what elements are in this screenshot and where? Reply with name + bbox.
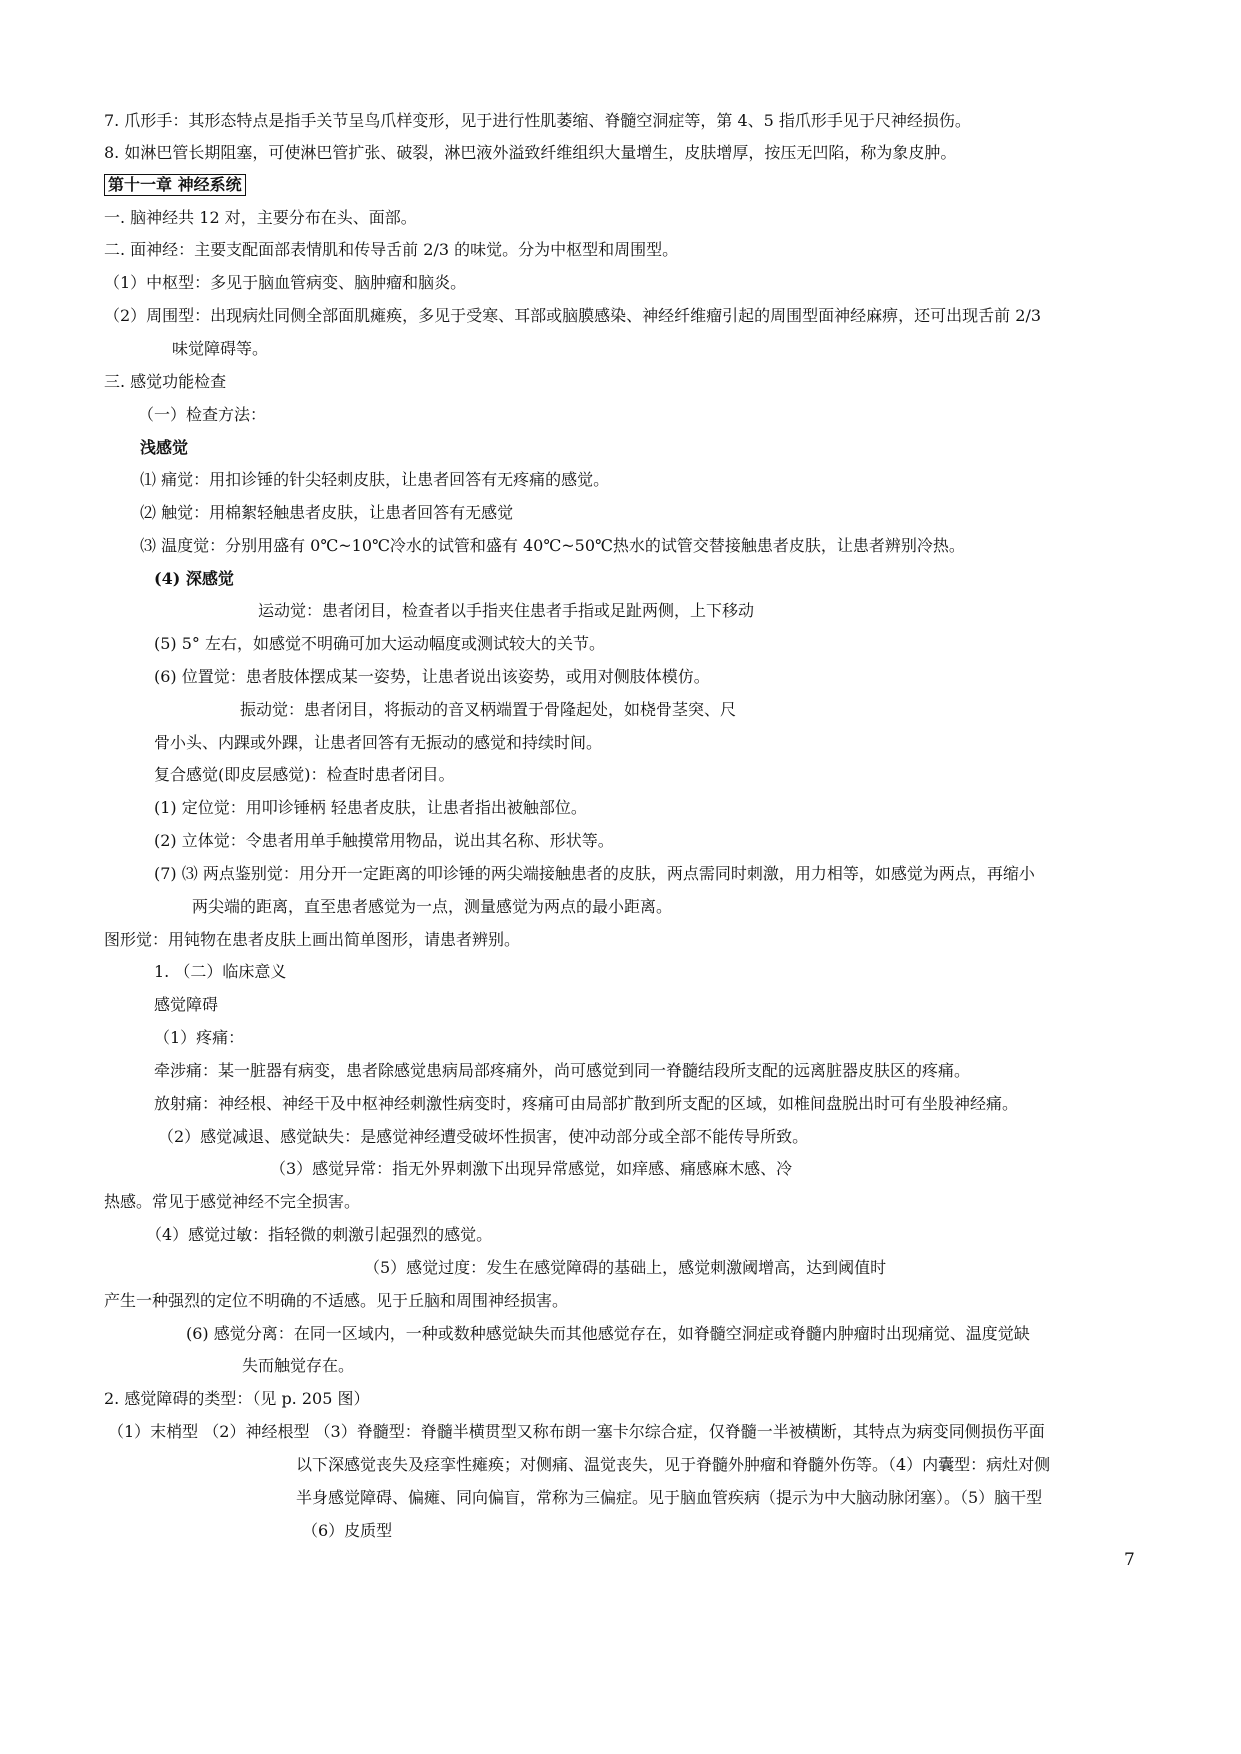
text-line: 8. 如淋巴管长期阻塞，可使淋巴管扩张、破裂，淋巴液外溢致纤维组织大量增生，皮肤增厚，按压无凹陷，称为象皮肿。 <box>104 143 957 162</box>
text-line: (6) 位置觉：患者肢体摆成某一姿势，让患者说出该姿势，或用对侧肢体模仿。 <box>154 667 710 686</box>
text-line: （2）感觉减退、感觉缺失：是感觉神经遭受破坏性损害，使冲动部分或全部不能传导所致。 <box>158 1127 809 1146</box>
text-line: 以下深感觉丧失及痉挛性瘫痪；对侧痛、温觉丧失，见于脊髓外肿瘤和脊髓外伤等。（4）内囊型：病灶对侧 <box>296 1455 1051 1474</box>
text-line: 放射痛：神经根、神经干及中枢神经刺激性病变时，疼痛可由局部扩散到所支配的区域，如椎间盘脱出时可有坐股神经痛。 <box>154 1094 1019 1113</box>
text-line: （4）感觉过敏：指轻微的刺激引起强烈的感觉。 <box>146 1225 493 1244</box>
chapter-title: 第十一章 神经系统 <box>104 174 246 196</box>
text-line: (5) 5° 左右，如感觉不明确可加大运动幅度或测试较大的关节。 <box>154 634 606 653</box>
subsection-heading: 感觉障碍 <box>154 995 219 1014</box>
text-line: 骨小头、内踝或外踝，让患者回答有无振动的感觉和持续时间。 <box>154 733 603 752</box>
text-line: 失而触觉存在。 <box>242 1356 355 1375</box>
subsection-heading: 2. 感觉障碍的类型：（见 p. 205 图） <box>104 1389 370 1408</box>
text-line: 一. 脑神经共 12 对，主要分布在头、面部。 <box>104 208 417 227</box>
text-line: (2) 立体觉：令患者用单手触摸常用物品，说出其名称、形状等。 <box>154 831 614 850</box>
text-line: 半身感觉障碍、偏瘫、同向偏盲，常称为三偏症。见于脑血管疾病（提示为中大脑动脉闭塞）。（5）脑干型 <box>296 1488 1043 1507</box>
text-line: ⑶ 温度觉：分别用盛有 0℃~10℃冷水的试管和盛有 40℃~50℃热水的试管交替接触患者皮肤，让患者辨别冷热。 <box>140 536 965 555</box>
page-number: 7 <box>1124 1550 1135 1570</box>
text-line: （2）周围型：出现病灶同侧全部面肌瘫痪，多见于受寒、耳部或脑膜感染、神经纤维瘤引起的周围型面神经麻痹，还可出现舌前 2/3 <box>104 306 1042 325</box>
text-line: 7. 爪形手：其形态特点是指手关节呈鸟爪样变形，见于进行性肌萎缩、脊髓空洞症等，第 4、5 指爪形手见于尺神经损伤。 <box>104 111 971 130</box>
subsection-heading: (4) 深感觉 <box>154 569 234 588</box>
text-line: （3）感觉异常：指无外界刺激下出现异常感觉，如痒感、痛感麻木感、冷 <box>270 1159 793 1178</box>
text-line: （5）感觉过度：发生在感觉障碍的基础上，感觉刺激阈增高，达到阈值时 <box>364 1258 887 1277</box>
text-line: 热感。常见于感觉神经不完全损害。 <box>104 1192 361 1211</box>
text-line: （6）皮质型 <box>302 1521 393 1540</box>
subsection-heading: 1. （二）临床意义 <box>154 962 287 981</box>
text-line: 味觉障碍等。 <box>172 339 269 358</box>
text-line: 图形觉：用钝物在患者皮肤上画出简单图形，请患者辨别。 <box>104 930 521 949</box>
text-line: ⑴ 痛觉：用扣诊锤的针尖轻刺皮肤，让患者回答有无疼痛的感觉。 <box>140 470 610 489</box>
text-line: (6) 感觉分离：在同一区域内，一种或数种感觉缺失而其他感觉存在，如脊髓空洞症或脊髓内肿瘤时出现痛觉、温度觉缺 <box>186 1324 1030 1343</box>
text-line: (1) 定位觉：用叩诊锤柄 轻患者皮肤，让患者指出被触部位。 <box>154 798 587 817</box>
text-line: 二. 面神经：主要支配面部表情肌和传导舌前 2/3 的味觉。分为中枢型和周围型。 <box>104 240 679 259</box>
text-line: 复合感觉(即皮层感觉)：检查时患者闭目。 <box>154 765 455 784</box>
section-heading: 三. 感觉功能检查 <box>104 372 227 391</box>
text-line: （1）中枢型：多见于脑血管病变、脑肿瘤和脑炎。 <box>104 273 467 292</box>
text-line: (7) ⑶ 两点鉴别觉：用分开一定距离的叩诊锤的两尖端接触患者的皮肤，两点需同时刺激，用力相等，如感觉为两点，再缩小 <box>154 864 1035 883</box>
text-line: 运动觉：患者闭目，检查者以手指夹住患者手指或足趾两侧，上下移动 <box>258 601 755 620</box>
text-line: ⑵ 触觉：用棉絮轻触患者皮肤，让患者回答有无感觉 <box>140 503 514 522</box>
subsection-heading: 浅感觉 <box>140 438 189 457</box>
text-line: （1）疼痛： <box>154 1028 245 1047</box>
subsection-heading: （一）检查方法： <box>138 405 267 424</box>
text-line: 牵涉痛：某一脏器有病变，患者除感觉患病局部疼痛外，尚可感觉到同一脊髓结段所支配的远离脏器皮肤区的疼痛。 <box>154 1061 971 1080</box>
text-line: 产生一种强烈的定位不明确的不适感。见于丘脑和周围神经损害。 <box>104 1291 569 1310</box>
text-line: 振动觉：患者闭目，将振动的音叉柄端置于骨隆起处，如桡骨茎突、尺 <box>240 700 737 719</box>
text-line: （1）末梢型 （2）神经根型 （3）脊髓型：脊髓半横贯型又称布朗一塞卡尔综合症，仅脊髓一半被横断，其特点为病变同侧损伤平面 <box>108 1422 1045 1441</box>
text-line: 两尖端的距离，直至患者感觉为一点，测量感觉为两点的最小距离。 <box>192 897 673 916</box>
